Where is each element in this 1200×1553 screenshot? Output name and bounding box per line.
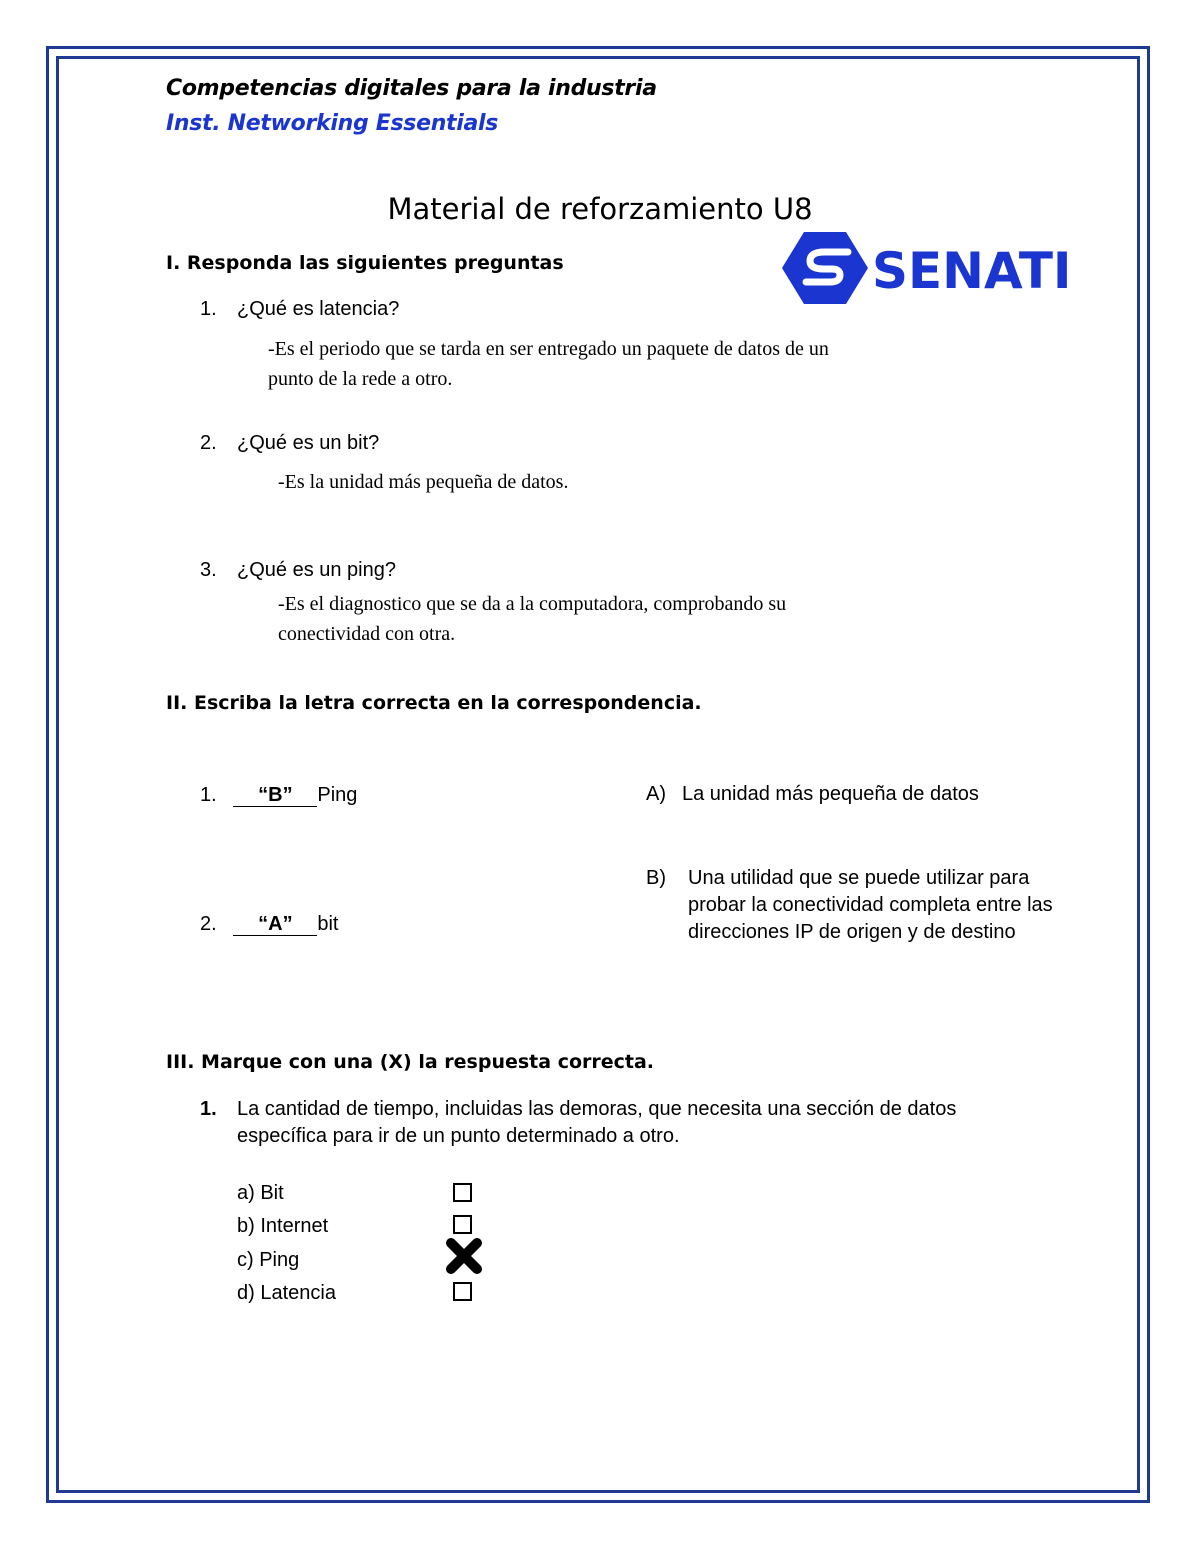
course-subtitle: Inst. Networking Essentials [166,111,499,136]
definition-letter: B) [646,867,666,889]
section3-heading: III. Marque con una (X) la respuesta correcta. [166,1051,655,1073]
match-term: Ping [317,784,358,806]
page-title: Material de reforzamiento U8 [387,192,813,226]
logo-text: SENATI [872,242,1072,300]
question-text: ¿Qué es un bit? [237,432,380,454]
question-number: 1. [200,1098,217,1120]
question-number: 2. [200,432,217,454]
section2-heading: II. Escriba la letra correcta en la correspondencia. [166,692,702,714]
answer-line: -Es el periodo que se tarda en ser entregado un paquete de datos de un [268,338,829,360]
option-checkbox[interactable] [453,1183,472,1202]
answer-line: punto de la rede a otro. [268,368,453,390]
definition-letter: A) [646,783,666,805]
option-checkbox[interactable] [453,1282,472,1301]
option-checkbox[interactable] [453,1215,472,1234]
match-item [200,913,338,936]
senati-logo [780,230,1080,315]
course-title: Competencias digitales para la industria [166,76,657,101]
question-text: ¿Qué es un ping? [237,559,396,581]
option-label: c) Ping [237,1249,300,1271]
match-item [200,784,357,807]
option-label: a) Bit [237,1182,284,1204]
answer-line: -Es la unidad más pequeña de datos. [278,471,569,493]
section1-heading: I. Responda las siguientes preguntas [166,252,564,274]
match-answer-blank: “A” [233,913,317,936]
question-number: 1. [200,298,217,320]
definition-text: La unidad más pequeña de datos [682,783,979,805]
match-term: bit [317,913,339,935]
match-number: 2. [200,913,217,935]
answer-line: -Es el diagnostico que se da a la computadora, comprobando su [278,593,787,615]
answer-line: conectividad con otra. [278,623,456,645]
definition-text: Una utilidad que se puede utilizar para probar la conectividad completa entre las direcciones IP de origen y de destino [688,867,1053,943]
option-label: d) Latencia [237,1282,336,1304]
checked-x-icon[interactable] [443,1235,485,1277]
senati-logo-icon [780,230,1080,310]
question-text: ¿Qué es latencia? [237,298,400,320]
option-label: b) Internet [237,1215,329,1237]
question-text: específica para ir de un punto determinado a otro. [237,1125,680,1147]
question-number: 3. [200,559,217,581]
match-number: 1. [200,784,217,806]
match-answer-blank: “B” [233,784,317,807]
question-text: La cantidad de tiempo, incluidas las demoras, que necesita una sección de datos [237,1098,957,1120]
